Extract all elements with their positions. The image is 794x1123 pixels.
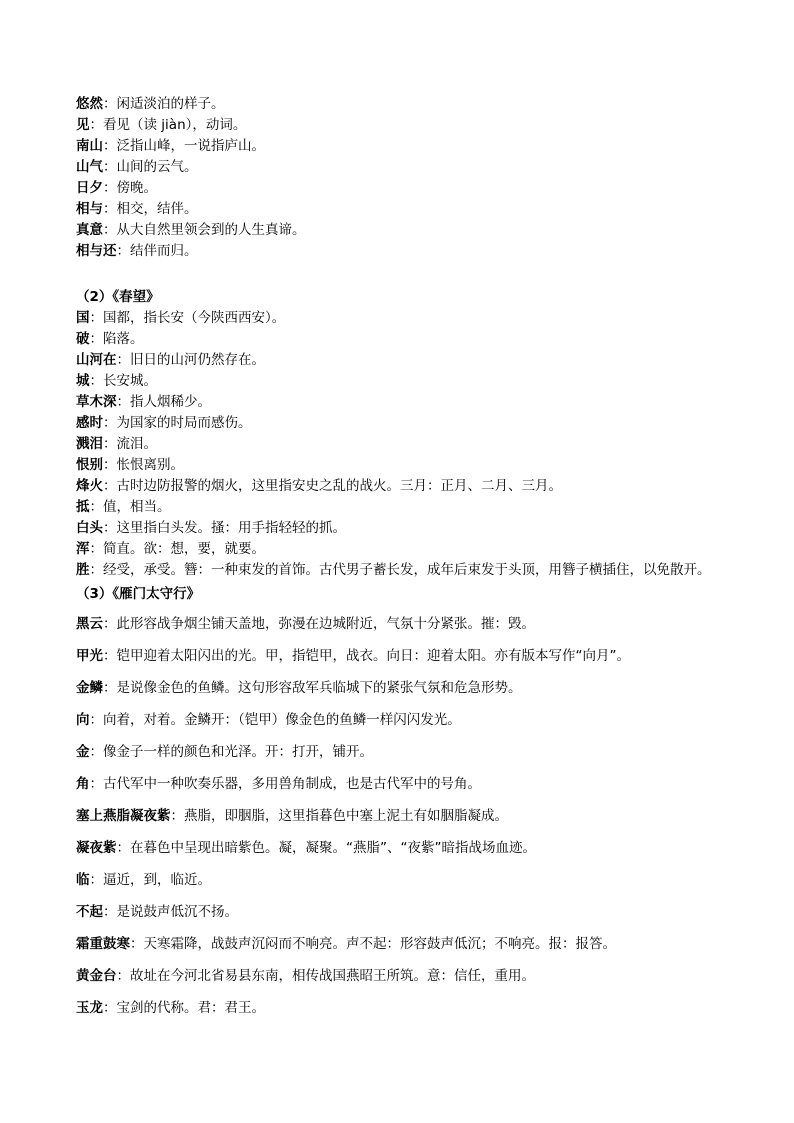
entry-term: 悠然 — [76, 96, 103, 112]
entry — [76, 704, 776, 736]
entry-term: 真意 — [76, 222, 103, 238]
entry-definition: ：宝剑的代称。君：君王。 — [103, 1000, 265, 1016]
entry-term: 国 — [76, 310, 90, 326]
entry-term: 凝夜紫 — [76, 840, 117, 856]
entry — [76, 608, 776, 640]
entry-term: 见 — [76, 117, 90, 133]
entry-term: 向 — [76, 712, 90, 728]
entry-term: 浑 — [76, 541, 90, 557]
entry-definition: ：陷落。 — [89, 331, 144, 347]
entry — [76, 539, 776, 560]
entry-term: 霜重鼓寒 — [76, 936, 130, 952]
entry — [76, 832, 776, 864]
entry — [76, 178, 776, 199]
entry-definition: ：在暮色中呈现出暗紫色。凝，凝聚。“燕脂”、“夜紫”暗指战场血迹。 — [116, 840, 536, 856]
entry-term: 草木深 — [76, 394, 117, 410]
entry — [76, 960, 776, 992]
entry — [76, 136, 776, 157]
entry-term: 相与 — [76, 201, 103, 217]
entry — [76, 220, 776, 241]
entry-term: 抵 — [76, 499, 90, 515]
entry-definition: ：铠甲迎着太阳闪出的光。甲，指铠甲，战衣。向日：迎着太阳。亦有版本写作“向月”。 — [103, 648, 630, 664]
entry — [76, 329, 776, 350]
entry-definition: ：闲适淡泊的样子。 — [103, 96, 225, 112]
entry — [76, 992, 776, 1024]
entry — [76, 455, 776, 476]
entry-term: 烽火 — [76, 478, 103, 494]
entry-definition: ：流泪。 — [103, 436, 157, 452]
section-1 — [76, 94, 776, 262]
entry — [76, 736, 776, 768]
entry-definition: ：傍晚。 — [103, 180, 157, 196]
section-2 — [76, 287, 776, 581]
entry — [76, 864, 776, 896]
entry — [76, 928, 776, 960]
entry — [76, 413, 776, 434]
entry — [76, 157, 776, 178]
entry-term: 角 — [76, 776, 90, 792]
entry — [76, 94, 776, 115]
entry-definition: ：怅恨离别。 — [103, 457, 184, 473]
entry-definition: ：国都，指长安（今陕西西安）。 — [89, 310, 286, 326]
entry — [76, 350, 776, 371]
entry-term: 破 — [76, 331, 90, 347]
section-spacer — [76, 262, 776, 287]
entry-definition: ：是说像金色的鱼鳞。这句形容敌军兵临城下的紧张气氛和危急形势。 — [103, 680, 522, 696]
entry — [76, 800, 776, 832]
section-heading: （2）《春望》 — [76, 289, 160, 305]
entry — [76, 371, 776, 392]
entry-definition: ：结伴而归。 — [116, 243, 198, 259]
entry-definition: ：泛指山峰，一说指庐山。 — [103, 138, 265, 154]
entry-definition: ：此形容战争烟尘铺天盖地，弥漫在边城附近，气氛十分紧张。摧：毁。 — [103, 616, 535, 632]
entry-term: 玉龙 — [76, 1000, 103, 1016]
entry-term: 临 — [76, 872, 90, 888]
entry-definition: ：山间的云气。 — [103, 159, 198, 175]
entry-definition: ：向着，对着。金鳞开：（铠甲）像金色的鱼鳞一样闪闪发光。 — [89, 712, 461, 728]
entry-term: 感时 — [76, 415, 103, 431]
entry-term: 南山 — [76, 138, 103, 154]
document-page — [76, 94, 776, 1024]
entry-term: 黑云 — [76, 616, 103, 632]
entry-definition: ：为国家的时局而感伤。 — [103, 415, 252, 431]
entry-definition: ：旧日的山河仍然存在。 — [116, 352, 265, 368]
entry-term: 塞上燕脂凝夜紫 — [76, 808, 171, 824]
entry-definition: ：像金子一样的颜色和光泽。开：打开，铺开。 — [89, 744, 373, 760]
entry-definition: ：值，相当。 — [89, 499, 171, 515]
section-heading: （3）《雁门太守行》 — [76, 586, 201, 602]
entry-term: 日夕 — [76, 180, 103, 196]
entry-definition: ：古代军中一种吹奏乐器，多用兽角制成，也是古代军中的号角。 — [89, 776, 481, 792]
entry-term: 金鳞 — [76, 680, 103, 696]
entry — [76, 896, 776, 928]
entry-definition: ：长安城。 — [89, 373, 157, 389]
entry-definition: ：逼近，到，临近。 — [89, 872, 211, 888]
entry — [76, 115, 776, 136]
entry — [76, 560, 776, 581]
entry-term: 山气 — [76, 159, 103, 175]
entry-definition: ：从大自然里领会到的人生真谛。 — [103, 222, 306, 238]
entry-term: 城 — [76, 373, 90, 389]
entry-term: 恨别 — [76, 457, 103, 473]
entry-term: 甲光 — [76, 648, 103, 664]
entry — [76, 518, 776, 539]
entry-term: 金 — [76, 744, 90, 760]
entry-definition: ：古时边防报警的烟火，这里指安史之乱的战火。三月：正月、二月、三月。 — [103, 478, 562, 494]
entry — [76, 640, 776, 672]
entry — [76, 199, 776, 220]
entry — [76, 308, 776, 329]
entry — [76, 672, 776, 704]
entry — [76, 392, 776, 413]
entry-term: 不起 — [76, 904, 103, 920]
entry-term: 胜 — [76, 562, 90, 578]
entry — [76, 241, 776, 262]
entry — [76, 476, 776, 497]
entry-definition: ：相交，结伴。 — [103, 201, 198, 217]
entry — [76, 434, 776, 455]
entry-term: 溅泪 — [76, 436, 103, 452]
entry-term: 白头 — [76, 520, 103, 536]
entry — [76, 768, 776, 800]
section-3 — [76, 581, 776, 1024]
entry-definition: ：这里指白头发。搔：用手指轻轻的抓。 — [103, 520, 346, 536]
entry-definition: ：燕脂，即胭脂，这里指暮色中塞上泥土有如胭脂凝成。 — [170, 808, 508, 824]
entry-definition: ：看见（读 jiàn），动词。 — [89, 117, 247, 133]
entry-term: 山河在 — [76, 352, 117, 368]
entry-term: 黄金台 — [76, 968, 117, 984]
entry-definition: ：天寒霜降，战鼓声沉闷而不响亮。声不起：形容鼓声低沉；不响亮。报：报答。 — [130, 936, 616, 952]
entry — [76, 497, 776, 518]
entry-definition: ：故址在今河北省易县东南，相传战国燕昭王所筑。意：信任，重用。 — [116, 968, 535, 984]
entry-definition: ：经受，承受。簪：一种束发的首饰。古代男子蓄长发，成年后束发于头顶，用簪子横插住，以免散开。 — [89, 562, 711, 578]
entry-definition: ：指人烟稀少。 — [116, 394, 211, 410]
entry-definition: ：是说鼓声低沉不扬。 — [103, 904, 238, 920]
entry-definition: ：简直。欲：想，要，就要。 — [89, 541, 265, 557]
entry-term: 相与还 — [76, 243, 117, 259]
